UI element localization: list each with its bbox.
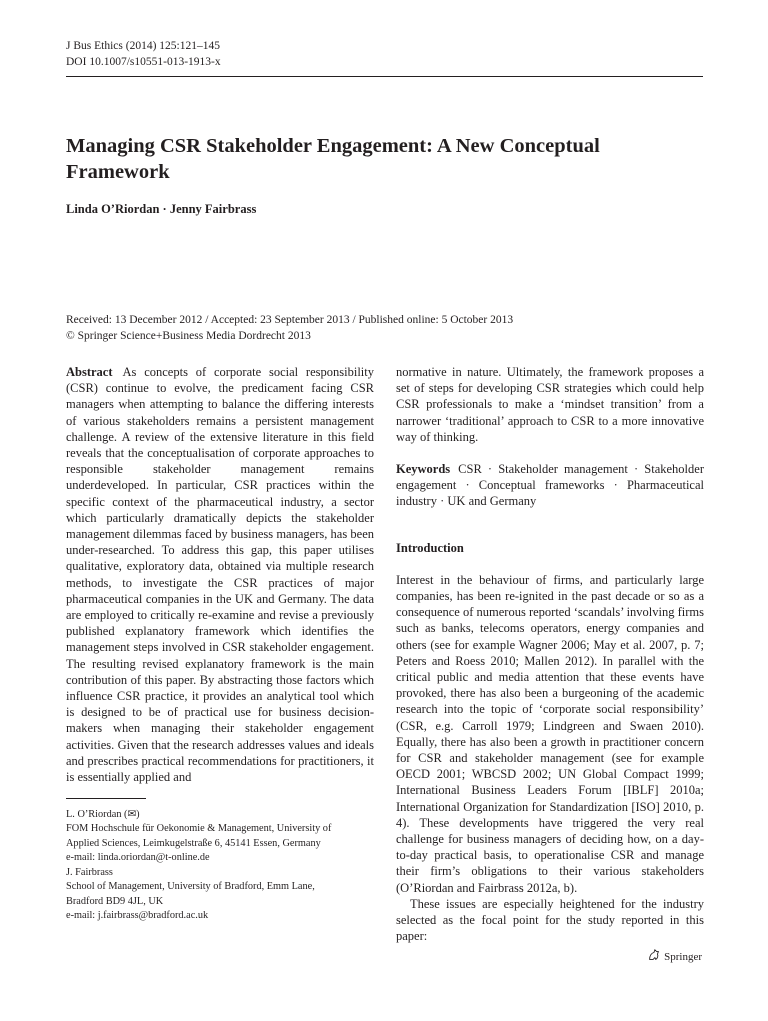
right-column (396, 364, 704, 945)
copyright-line: © Springer Science+Business Media Dordrecht 2013 (66, 330, 311, 342)
affiliation-line: Applied Sciences, Leimkugelstraße 6, 45141 Essen, Germany (66, 837, 321, 849)
publication-history (66, 312, 706, 344)
footnote-rule (66, 798, 146, 799)
keywords-text: CSR · Stakeholder management · Stakeholder engagement · Conceptual frameworks · Pharmaceutical industry · UK and Germany (396, 462, 704, 509)
journal-doi[interactable]: DOI 10.1007/s10551-013-1913-x (66, 56, 221, 68)
journal-header (66, 38, 706, 70)
keywords-paragraph (396, 461, 704, 510)
article-authors: Linda O’Riordan · Jenny Fairbrass (66, 202, 257, 216)
abstract-text: As concepts of corporate social responsibility (CSR) continue to evolve, the predicament facing CSR managers when attempting to balance the differing interests of various stakeholders remains a persistent management challenge. A review of the extensive literature in this field reveals that the conceptualisation of corporate approaches to responsible stakeholder management remains underdeveloped. In particular, CSR practices within the specific context of the pharmaceutical industry, a sector which particularly dramatically depicts the stakeholder management dilemmas faced by business managers, has been under-researched. To address this gap, this paper utilises qualitative, exploratory data, obtained via multiple research methods, to investigate the CSR practices of major pharmaceutical companies in the UK and Germany. The data are employed to critically re-examine and revise a previously published explanatory framework which identifies the management steps involved in CSR stakeholder engagement. The resulting revised explanatory framework is the main contribution of this paper. By abstracting those factors which influence CSR practice, it provides an analytical tool which is designed to be of practical use for business decision-makers when managing their stakeholder engagement activities. Given that the research addresses values and ideals and prescribes practical recommendations for practitioners, it is essentially applied and (66, 365, 374, 785)
affiliation-line: School of Management, University of Bradford, Emm Lane, (66, 881, 315, 893)
publisher-logo (647, 948, 702, 965)
journal-citation: J Bus Ethics (2014) 125:121–145 (66, 40, 220, 52)
abstract-paragraph (66, 364, 374, 785)
publisher-name: Springer (664, 950, 702, 963)
affiliation-name: L. O’Riordan (✉) (66, 809, 140, 820)
affiliation-line: FOM Hochschule für Oekonomie & Management, University of (66, 823, 332, 835)
affiliation-email[interactable]: e-mail: j.fairbrass@bradford.ac.uk (66, 910, 209, 922)
keywords-label: Keywords (396, 462, 451, 477)
affiliation-2 (66, 866, 376, 924)
abstract-label: Abstract (66, 365, 113, 379)
affiliation-line: Bradford BD9 4JL, UK (66, 895, 164, 907)
article-title: Managing CSR Stakeholder Engagement: A New Conceptual Framework (66, 135, 600, 183)
affiliation-email[interactable]: e-mail: linda.oriordan@t-online.de (66, 852, 210, 864)
abstract-continued: normative in nature. Ultimately, the framework proposes a set of steps for developing CSR strategies which could help CSR professionals to make a ‘mindset transition’ from a narrower ‘traditional’ approach to CSR to a more innovative way of thinking. (396, 365, 704, 444)
introduction-paragraph-1: Interest in the behaviour of firms, and particularly large companies, has been re-ignited in the past decade or so as a consequence of numerous reported ‘scandals’ involving firms such as banks, telecoms operators, energy companies and others (see for example Wagner 2006; May et al. 2007, p. 7; Peters and Roess 2010; Mallen 2012). In parallel with the critical public and media attention that these events have provoked, there has also been a burgeoning of the academic research into the topic of ‘corporate social responsibility’ (CSR, e.g. Carroll 1979; Lindgreen and Swaen 2010). Equally, there has also been a growth in practitioner concern for CSR and stakeholder management (see for example OECD 2001; WBCSD 2002; UN Global Compact 1999; International Business Leaders Forum [IBLF] 2010a; International Organization for Standardization [ISO] 2010, p. 4). These developments have triggered the very real challenge for business managers of deciding how, on a day-to-day practical basis, to operationalise CSR and manage their firm’s obligations to their various stakeholders (O’Riordan and Fairbrass 2012a, b). (396, 572, 705, 895)
history-dates: Received: 13 December 2012 / Accepted: 23 September 2013 / Published online: 5 October 2013 (66, 314, 514, 326)
affiliation-name: J. Fairbrass (66, 867, 113, 878)
introduction-paragraph-2: These issues are especially heightened for the industry selected as the focal point for the study reported in this paper: (396, 896, 704, 944)
affiliation-1 (66, 808, 376, 866)
introduction-heading: Introduction (396, 540, 464, 555)
header-rule (66, 76, 703, 77)
left-column (66, 364, 374, 785)
springer-horse-icon (647, 948, 661, 965)
